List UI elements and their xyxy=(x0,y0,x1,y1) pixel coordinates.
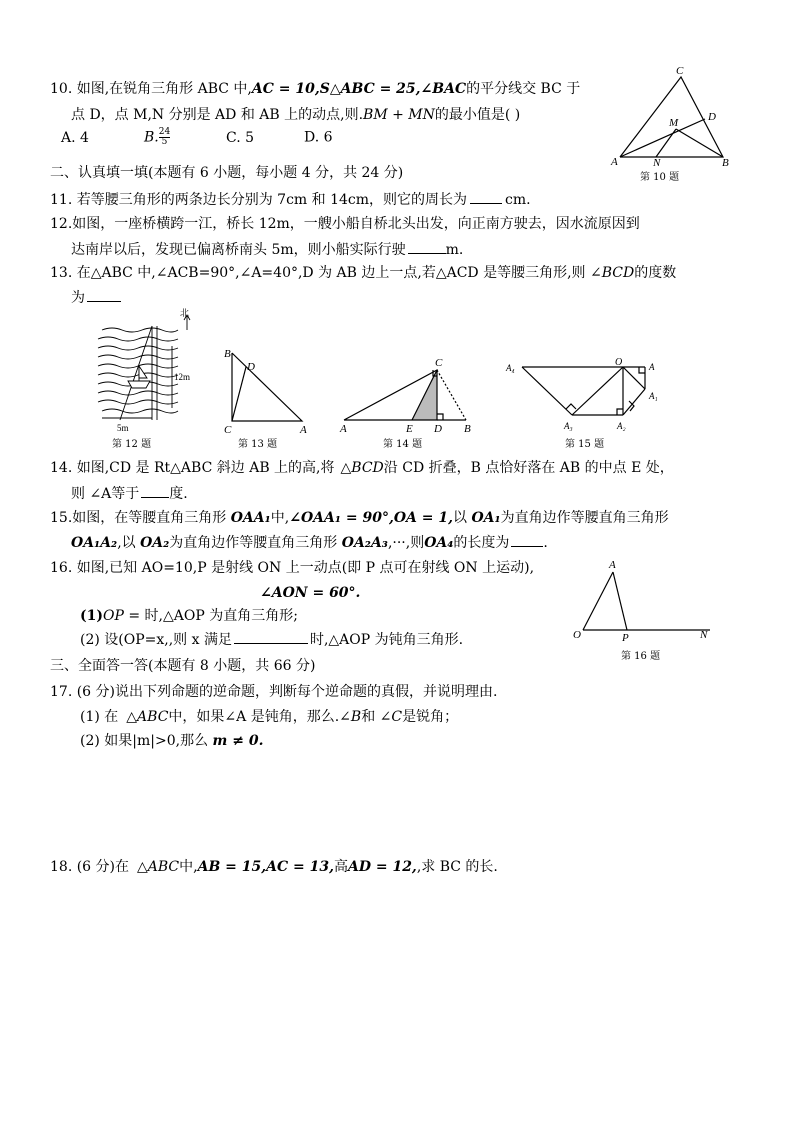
answer-blank[interactable] xyxy=(408,240,446,254)
q17-line2: (1) 在 △ABC中，如果∠A 是钝角，那么.∠B和 ∠C是锐角； xyxy=(80,709,459,725)
answer-blank[interactable] xyxy=(511,533,543,547)
q12-line1: 12.如图，一座桥横跨一江，桥长 12m，一艘小船自桥北头出发，向正南方驶去，因水流原因到 xyxy=(50,216,640,232)
q10-text: 的最小值是( ) xyxy=(434,107,521,123)
q14-line2: 则 ∠A等于 度. xyxy=(71,486,188,502)
label-a: A xyxy=(340,423,347,434)
label-p: P xyxy=(622,632,629,644)
north-label: 北 xyxy=(180,308,190,318)
q16-line1: 16. 如图,已知 AO=10,P 是射线 ON 上一动点(即 P 点可在射线 ON 上运动), xyxy=(50,560,535,576)
figure-15-caption: 第 15 题 xyxy=(565,439,605,450)
option-a: A. 4 xyxy=(61,129,89,146)
q15-line2: OA₁A₂,以 OA₂为直角边作等腰直角三角形 OA₂A₃,···,则OA₄的长度为 . xyxy=(71,535,548,551)
label-d: D xyxy=(434,423,442,434)
figure-10 xyxy=(608,62,738,172)
label-n: N xyxy=(653,157,661,169)
q17-line3: (2) 如果|m|>0,那么 m ≠ 0. xyxy=(80,733,264,749)
figure-14 xyxy=(338,354,478,434)
q10-options xyxy=(61,128,333,147)
figure-16 xyxy=(570,558,720,648)
q15-line1: 15.如图，在等腰直角三角形 OAA₁中,∠OAA₁ = 90°,OA = 1,以 OA₁为直角边作等腰直角三角形 xyxy=(50,510,669,526)
q16-line2: ∠AON = 60°. xyxy=(260,585,361,601)
answer-blank[interactable] xyxy=(87,288,121,302)
q10-text: 的平分线交 BC 于 xyxy=(466,81,581,97)
figure-13-caption: 第 13 题 xyxy=(238,439,278,450)
option-d: D. 6 xyxy=(304,129,333,146)
q10-line2 xyxy=(71,106,520,124)
q14-line1: 14. 如图,CD 是 Rt△ABC 斜边 AB 上的高,将 △BCD沿 CD 折叠，B 点恰好落在 AB 的中点 E 处， xyxy=(50,460,674,476)
q16-line3: (1)OP = 时,△AOP 为直角三角形; xyxy=(80,608,298,624)
figure-12-caption: 第 12 题 xyxy=(112,439,152,450)
q10-line1 xyxy=(50,80,580,98)
label-a: A xyxy=(300,424,307,435)
label-b: B xyxy=(722,157,729,169)
label-a: A xyxy=(609,559,616,571)
answer-blank[interactable] xyxy=(234,630,308,644)
label-d: D xyxy=(247,361,255,373)
label-a4: A₄ xyxy=(506,363,515,373)
label-n: N xyxy=(700,629,708,641)
q12-line2: 达南岸以后，发现已偏离桥南头 5m，则小船实际行驶 m. xyxy=(71,242,464,258)
label-m: M xyxy=(669,117,679,129)
q17-line1: 17. (6 分)说出下列命题的逆命题，判断每个逆命题的真假，并说明理由. xyxy=(50,684,498,700)
q18: 18. (6 分)在 △ABC中,AB = 15,AC = 13,高AD = 12,,求 BC 的长. xyxy=(50,859,498,875)
figure-15 xyxy=(504,355,664,435)
figure-14-caption: 第 14 题 xyxy=(383,439,423,450)
option-c: C. 5 xyxy=(226,129,255,146)
q10-text: 点 D，点 M,N 分别是 AD 和 AB 上的动点,则. xyxy=(71,107,364,123)
offset-label: 5m xyxy=(117,423,129,433)
q10-formula: BM + MN xyxy=(363,107,435,123)
q11: 11. 若等腰三角形的两条边长分别为 7cm 和 14cm，则它的周长为 cm. xyxy=(50,192,531,208)
label-o: O xyxy=(615,357,623,368)
label-a: A xyxy=(611,156,618,168)
answer-blank[interactable] xyxy=(141,484,169,498)
fraction: $\frac{24}{5}$ xyxy=(158,127,171,147)
label-a1: A₁ xyxy=(649,391,658,401)
label-c: C xyxy=(435,357,443,369)
label-a: A xyxy=(649,362,655,372)
label-a3: A₃ xyxy=(564,421,573,431)
section-2-heading: 二、认真填一填(本题有 6 小题，每小题 4 分，共 24 分) xyxy=(50,165,404,181)
label-o: O xyxy=(573,629,581,641)
length-label: 12m xyxy=(174,372,191,382)
figure-16-caption: 第 16 题 xyxy=(621,651,661,662)
label-d: D xyxy=(708,111,716,123)
label-c: C xyxy=(224,424,232,435)
answer-blank[interactable] xyxy=(470,190,502,204)
figure-12 xyxy=(92,308,197,434)
q10-formula: AC = 10,S△ABC = 25,∠BAC xyxy=(251,81,467,97)
q13-line1: 13. 在△ABC 中,∠ACB=90°,∠A=40°,D 为 AB 边上一点,若△ACD 是等腰三角形,则 ∠BCD的度数 xyxy=(50,265,677,281)
section-3-heading: 三、全面答一答(本题有 8 小题，共 66 分) xyxy=(50,658,316,674)
label-e: E xyxy=(406,423,413,434)
q10-text: 10. 如图,在锐角三角形 ABC 中, xyxy=(50,81,252,97)
q16-line4: (2) 设(OP=x,,则 x 满足 时,△AOP 为钝角三角形. xyxy=(80,632,464,648)
label-b: B xyxy=(224,348,231,360)
label-b: B xyxy=(464,423,471,434)
label-c: C xyxy=(676,65,684,77)
q13-line2: 为 xyxy=(71,288,121,307)
figure-10-caption: 第 10 题 xyxy=(640,172,680,183)
option-b: B. $\frac{24}{5}$ xyxy=(144,127,171,147)
figure-13 xyxy=(220,345,315,435)
label-a2: A₂ xyxy=(617,421,626,431)
